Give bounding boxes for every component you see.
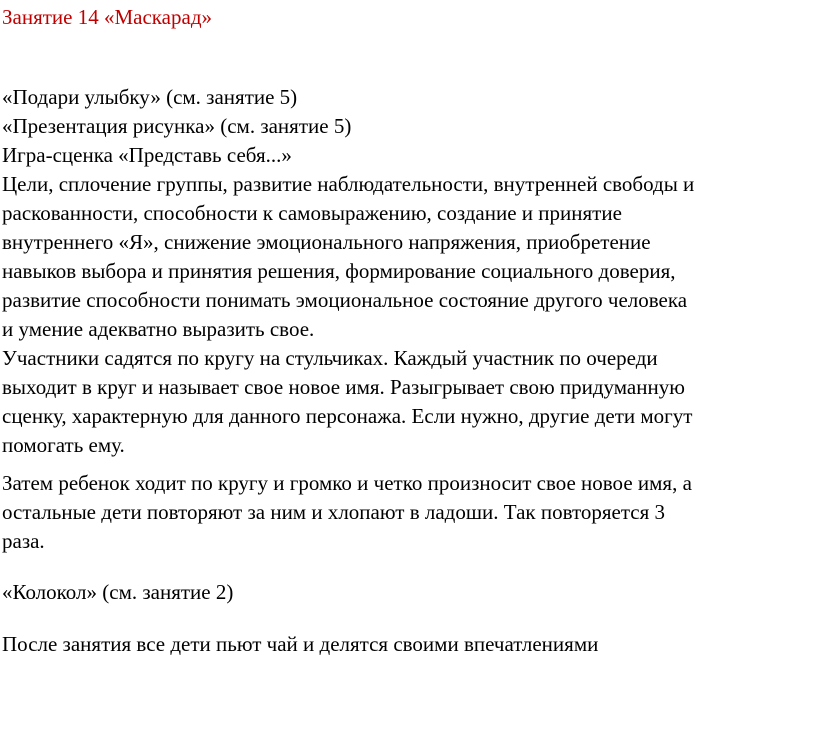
text-line: выходит в круг и называет свое новое имя. Разыгрывает свою придуманную [2,375,685,399]
text-line: помогать ему. [2,433,125,457]
text-line: «Презентация рисунка» (см. занятие 5) [2,114,352,138]
text-line: остальные дети повторяют за ним и хлопают в ладоши. Так повторяется 3 [2,500,666,524]
paragraph-bell [2,578,814,607]
text-line: сценку, характерную для данного персонажа. Если нужно, другие дети могут [2,404,693,428]
text-line: раза. [2,529,45,553]
text-line: развитие способности понимать эмоциональное состояние другого человека [2,288,688,312]
text-line: Игра-сценка «Представь себя...» [2,143,292,167]
text-line: внутреннего «Я», снижение эмоционального напряжения, приобретение [2,230,651,254]
text-line: раскованности, способности к самовыражению, создание и принятие [2,201,622,225]
text-line: навыков выбора и принятия решения, формирование социального доверия, [2,259,676,283]
paragraph-tea [2,630,814,659]
text-line: После занятия все дети пьют чай и делятся своими впечатлениями [2,632,599,656]
text-line: «Подари улыбку» (см. занятие 5) [2,85,298,109]
text-line: Затем ребенок ходит по кругу и громко и четко произносит свое новое имя, а [2,471,692,495]
text-line: Участники садятся по кругу на стульчиках. Каждый участник по очереди [2,346,658,370]
text-line: «Колокол» (см. занятие 2) [2,580,234,604]
text-line: Цели, сплочение группы, развитие наблюдательности, внутренней свободы и [2,172,695,196]
lesson-title: Занятие 14 «Маскарад» [2,5,212,29]
text-line: и умение адекватно выразить свое. [2,317,315,341]
paragraph-circle [2,469,814,556]
paragraph-activities [2,83,814,460]
